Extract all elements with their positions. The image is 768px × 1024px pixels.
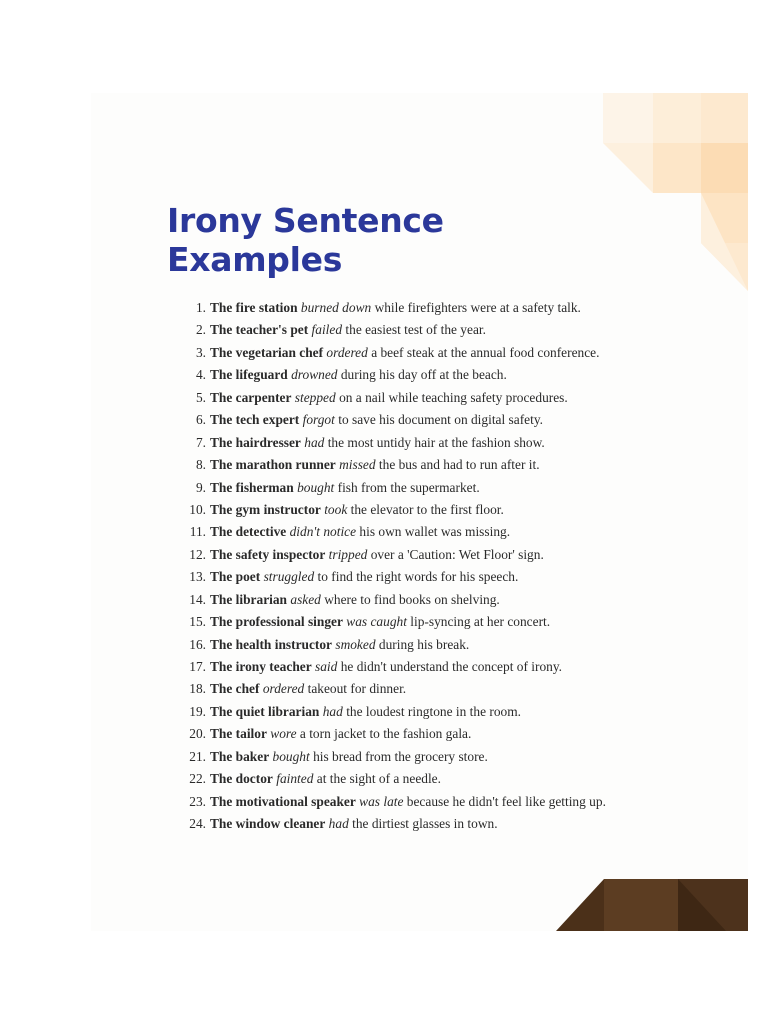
item-number: 13.	[189, 569, 206, 585]
item-number: 16.	[189, 636, 206, 652]
list-item	[167, 569, 606, 591]
item-verb: said	[315, 659, 338, 674]
list-item	[167, 412, 606, 434]
item-sentence	[210, 726, 471, 742]
item-sentence	[210, 547, 544, 563]
item-number: 7.	[195, 434, 206, 450]
item-verb: smoked	[335, 636, 376, 652]
item-number: 15.	[189, 614, 206, 630]
list-item	[167, 726, 606, 748]
item-subject: The poet	[210, 569, 261, 585]
list-item	[167, 322, 606, 344]
list-item	[167, 390, 606, 412]
item-number: 5.	[195, 389, 206, 405]
list-item	[167, 816, 606, 838]
item-rest: where to find books on shelving.	[324, 591, 500, 607]
list-item	[167, 614, 606, 636]
item-verb: struggled	[263, 569, 315, 585]
item-number: 10.	[189, 501, 206, 517]
item-sentence	[210, 749, 488, 765]
list-item	[167, 681, 606, 703]
item-rest: while firefighters were at a safety talk.	[374, 300, 581, 315]
examples-list	[167, 300, 606, 839]
item-verb: asked	[290, 591, 321, 607]
item-number: 19.	[189, 703, 206, 719]
item-verb: drowned	[291, 367, 338, 383]
item-rest: a torn jacket to the fashion gala.	[299, 726, 472, 742]
item-sentence	[210, 771, 441, 787]
item-subject: The hairdresser	[210, 434, 301, 450]
list-item	[167, 367, 606, 389]
item-subject: The teacher's pet	[210, 322, 309, 338]
item-rest: takeout for dinner.	[307, 681, 407, 697]
item-subject: The lifeguard	[210, 367, 288, 383]
list-item	[167, 637, 606, 659]
item-number: 12.	[189, 546, 206, 562]
item-sentence	[210, 816, 498, 832]
item-subject: The professional singer	[210, 614, 343, 630]
item-rest: the dirtiest glasses in town.	[352, 816, 498, 832]
item-sentence	[210, 524, 510, 540]
item-verb: bought	[272, 748, 310, 764]
item-sentence	[210, 457, 540, 473]
item-verb: didn't notice	[289, 524, 357, 540]
item-sentence	[210, 569, 518, 585]
item-sentence	[210, 345, 599, 361]
item-verb: wore	[270, 726, 297, 742]
item-sentence	[210, 681, 406, 697]
item-verb: was late	[359, 793, 404, 809]
item-subject: The detective	[210, 524, 287, 540]
item-sentence	[210, 704, 521, 720]
list-item	[167, 435, 606, 457]
item-sentence	[210, 659, 562, 675]
item-verb: took	[324, 501, 348, 517]
item-subject: The marathon runner	[210, 457, 336, 473]
item-subject: The quiet librarian	[210, 703, 320, 719]
item-number: 14.	[189, 591, 206, 607]
list-item	[167, 502, 606, 524]
item-sentence	[210, 794, 606, 810]
item-subject: The health instructor	[210, 636, 332, 652]
item-subject: The tech expert	[210, 412, 300, 428]
item-subject: The gym instructor	[210, 501, 321, 517]
item-rest: to find the right words for his speech.	[317, 569, 519, 585]
item-verb: fainted	[276, 771, 314, 787]
item-subject: The chef	[210, 681, 260, 697]
item-subject: The safety inspector	[210, 546, 326, 562]
item-verb: had	[322, 703, 343, 719]
item-sentence	[210, 614, 550, 630]
item-verb: burned down	[300, 300, 372, 315]
item-subject: The fisherman	[210, 479, 294, 495]
item-sentence	[210, 435, 545, 451]
item-number: 24.	[189, 816, 206, 832]
item-rest: during his break.	[378, 636, 470, 652]
item-rest: his own wallet was missing.	[359, 524, 511, 540]
list-item	[167, 300, 606, 322]
item-rest: the bus and had to run after it.	[378, 457, 540, 473]
item-verb: tripped	[328, 546, 368, 562]
item-sentence	[210, 637, 469, 653]
item-rest: fish from the supermarket.	[337, 479, 480, 495]
item-number: 23.	[189, 793, 206, 809]
item-rest: the loudest ringtone in the room.	[346, 703, 521, 719]
item-verb: ordered	[262, 681, 305, 697]
item-rest: his bread from the grocery store.	[313, 748, 488, 764]
item-verb: stepped	[294, 389, 336, 405]
list-item	[167, 547, 606, 569]
item-rest: at the sight of a needle.	[316, 771, 441, 787]
item-verb: had	[328, 816, 349, 832]
item-number: 4.	[195, 367, 206, 383]
item-rest: he didn't understand the concept of irony.	[340, 659, 563, 674]
item-sentence	[210, 390, 568, 406]
item-rest: to save his document on digital safety.	[338, 412, 544, 428]
list-item	[167, 345, 606, 367]
list-item	[167, 457, 606, 479]
item-number: 11.	[189, 524, 206, 540]
list-item	[167, 794, 606, 816]
item-subject: The librarian	[210, 591, 288, 607]
item-rest: the elevator to the first floor.	[350, 501, 504, 517]
item-rest: lip-syncing at her concert.	[410, 614, 551, 630]
list-item	[167, 704, 606, 726]
item-rest: because he didn't feel like getting up.	[406, 793, 606, 809]
list-item	[167, 749, 606, 771]
item-rest: over a 'Caution: Wet Floor' sign.	[370, 546, 544, 562]
corner-decoration	[603, 93, 748, 293]
item-number: 18.	[189, 681, 206, 697]
item-subject: The irony teacher	[210, 659, 312, 674]
item-number: 1.	[195, 300, 206, 315]
item-sentence	[210, 480, 480, 496]
list-item	[167, 524, 606, 546]
item-sentence	[210, 367, 507, 383]
item-verb: ordered	[326, 344, 368, 360]
document-page	[91, 93, 748, 931]
item-subject: The baker	[210, 748, 270, 764]
item-rest: the easiest test of the year.	[345, 322, 486, 338]
item-number: 2.	[195, 322, 206, 338]
item-rest: the most untidy hair at the fashion show.	[327, 434, 545, 450]
item-rest: during his day off at the beach.	[340, 367, 507, 383]
item-verb: missed	[339, 457, 376, 473]
item-subject: The doctor	[210, 771, 273, 787]
item-rest: a beef steak at the annual food conference.	[371, 344, 600, 360]
list-item	[167, 771, 606, 793]
item-subject: The fire station	[210, 300, 298, 315]
item-sentence	[210, 322, 486, 338]
item-number: 9.	[195, 479, 206, 495]
list-item	[167, 480, 606, 502]
item-number: 22.	[189, 771, 206, 787]
item-sentence	[210, 592, 500, 608]
item-number: 6.	[195, 412, 206, 428]
item-number: 3.	[195, 344, 206, 360]
bottom-decoration	[556, 879, 748, 931]
list-item	[167, 659, 606, 681]
item-subject: The carpenter	[210, 389, 292, 405]
item-subject: The tailor	[210, 726, 267, 742]
item-verb: failed	[311, 322, 343, 338]
item-number: 17.	[189, 659, 206, 674]
item-verb: forgot	[302, 412, 335, 428]
item-verb: had	[304, 434, 325, 450]
item-number: 21.	[189, 748, 206, 764]
item-subject: The vegetarian chef	[210, 344, 324, 360]
item-verb: bought	[297, 479, 335, 495]
item-subject: The motivational speaker	[210, 793, 356, 809]
item-sentence	[210, 412, 543, 428]
page-title: Irony Sentence Examples	[167, 201, 444, 279]
item-sentence	[210, 502, 504, 518]
item-rest: on a nail while teaching safety procedures.	[339, 389, 568, 405]
item-sentence	[210, 300, 581, 316]
list-item	[167, 592, 606, 614]
item-number: 20.	[189, 726, 206, 742]
item-subject: The window cleaner	[210, 816, 326, 832]
item-verb: was caught	[346, 614, 407, 630]
item-number: 8.	[195, 457, 206, 473]
